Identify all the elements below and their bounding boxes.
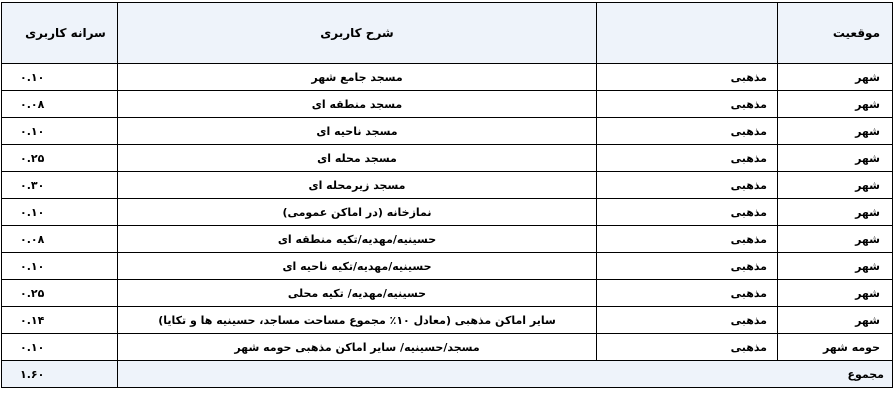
- type-cell: مذهبی: [597, 334, 778, 361]
- description-cell: مسجد/حسینیه/ سایر اماکن مذهبی حومه شهر: [118, 334, 597, 361]
- location-cell: شهر: [778, 280, 893, 307]
- ratio-cell: ۰.۱۰: [2, 199, 118, 226]
- type-cell: مذهبی: [597, 307, 778, 334]
- header-location: موقعیت: [778, 3, 893, 64]
- table-row: [2, 118, 893, 145]
- location-cell: شهر: [778, 172, 893, 199]
- description-cell: سایر اماکن مذهبی (معادل ۱۰٪ مجموع مساحت مساجد، حسینیه ها و تکایا): [118, 307, 597, 334]
- type-cell: مذهبی: [597, 199, 778, 226]
- table-row: [2, 199, 893, 226]
- ratio-cell: ۰.۰۸: [2, 226, 118, 253]
- description-cell: نمازخانه (در اماکن عمومی): [118, 199, 597, 226]
- table-row: [2, 280, 893, 307]
- table-header-row: [2, 3, 893, 64]
- table-row: [2, 145, 893, 172]
- description-cell: حسینیه/مهدیه/ تکیه محلی: [118, 280, 597, 307]
- table-row: [2, 226, 893, 253]
- ratio-cell: ۰.۱۰: [2, 118, 118, 145]
- table-body: [2, 64, 893, 388]
- location-cell: شهر: [778, 226, 893, 253]
- land-use-table: [1, 2, 893, 388]
- type-cell: مذهبی: [597, 91, 778, 118]
- type-cell: مذهبی: [597, 172, 778, 199]
- location-cell: شهر: [778, 118, 893, 145]
- usage-table-frame: [1, 2, 884, 418]
- type-cell: مذهبی: [597, 145, 778, 172]
- type-cell: مذهبی: [597, 280, 778, 307]
- ratio-cell: ۰.۲۵: [2, 280, 118, 307]
- description-cell: حسینیه/مهدیه/تکیه منطقه ای: [118, 226, 597, 253]
- ratio-cell: ۰.۳۰: [2, 172, 118, 199]
- location-cell: شهر: [778, 307, 893, 334]
- description-cell: مسجد محله ای: [118, 145, 597, 172]
- header-ratio: سرانه کاربری: [2, 3, 118, 64]
- description-cell: مسجد جامع شهر: [118, 64, 597, 91]
- total-value: ۱.۶۰: [2, 361, 118, 388]
- description-cell: مسجد زیرمحله ای: [118, 172, 597, 199]
- location-cell: شهر: [778, 64, 893, 91]
- type-cell: مذهبی: [597, 118, 778, 145]
- location-cell: شهر: [778, 253, 893, 280]
- type-cell: مذهبی: [597, 64, 778, 91]
- ratio-cell: ۰.۰۸: [2, 91, 118, 118]
- total-row: [2, 361, 893, 388]
- ratio-cell: ۰.۲۵: [2, 145, 118, 172]
- table-row: [2, 334, 893, 361]
- location-cell: شهر: [778, 91, 893, 118]
- description-cell: حسینیه/مهدیه/تکیه ناحیه ای: [118, 253, 597, 280]
- location-cell: حومه شهر: [778, 334, 893, 361]
- description-cell: مسجد ناحیه ای: [118, 118, 597, 145]
- table-row: [2, 307, 893, 334]
- type-cell: مذهبی: [597, 226, 778, 253]
- location-cell: شهر: [778, 145, 893, 172]
- ratio-cell: ۰.۱۰: [2, 253, 118, 280]
- header-type: [597, 3, 778, 64]
- table-row: [2, 172, 893, 199]
- ratio-cell: ۰.۱۴: [2, 307, 118, 334]
- header-description: شرح کاربری: [118, 3, 597, 64]
- table-row: [2, 91, 893, 118]
- type-cell: مذهبی: [597, 253, 778, 280]
- ratio-cell: ۰.۱۰: [2, 64, 118, 91]
- description-cell: مسجد منطقه ای: [118, 91, 597, 118]
- total-label: مجموع: [118, 361, 893, 388]
- ratio-cell: ۰.۱۰: [2, 334, 118, 361]
- table-row: [2, 253, 893, 280]
- location-cell: شهر: [778, 199, 893, 226]
- table-row: [2, 64, 893, 91]
